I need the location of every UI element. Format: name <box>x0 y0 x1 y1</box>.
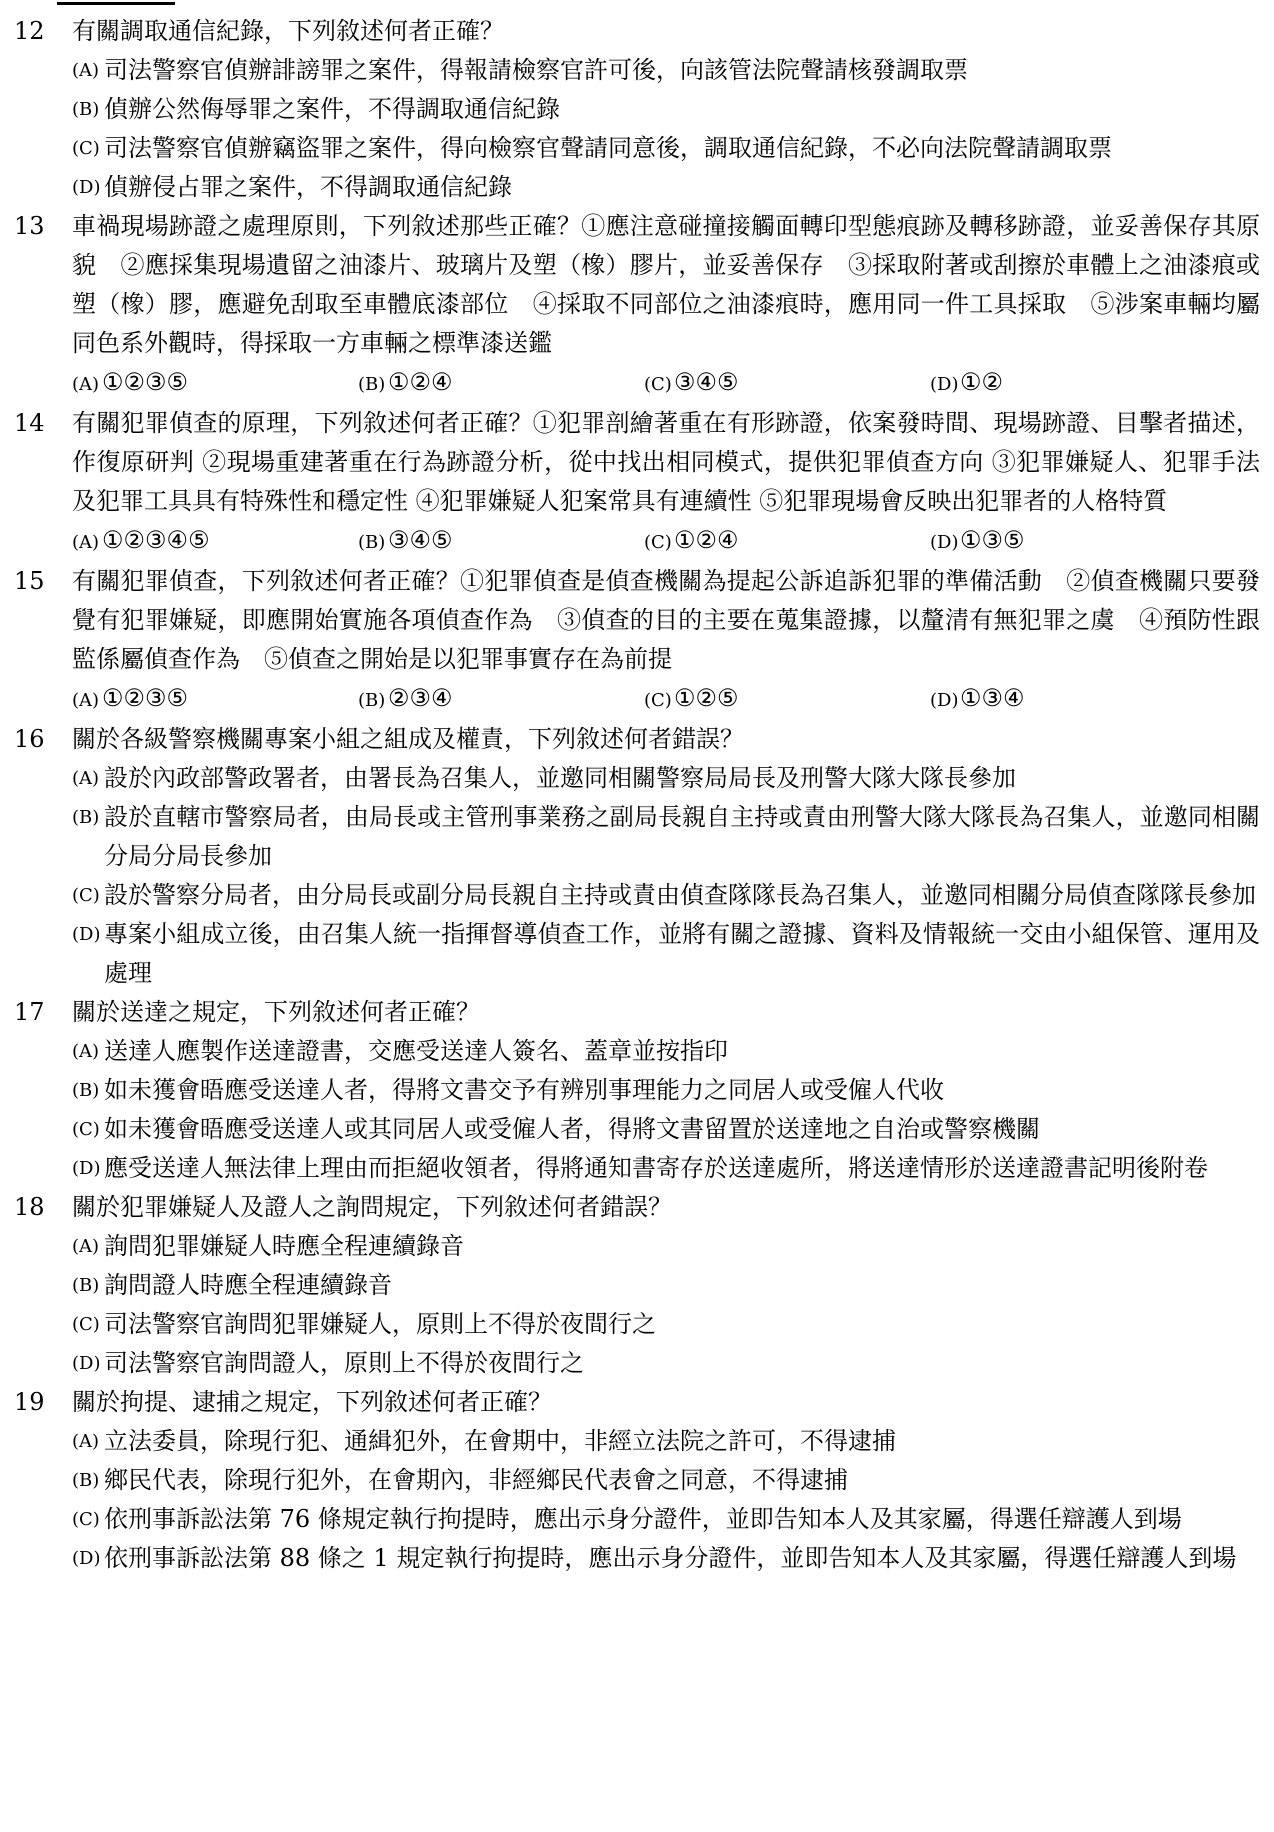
question-row <box>0 562 1274 679</box>
option-1 <box>358 679 644 720</box>
option-text: 偵辦侵占罪之案件，不得調取通信紀錄 <box>104 173 512 201</box>
option-0 <box>72 51 1260 90</box>
top-rule <box>57 2 175 5</box>
question-number: 17 <box>14 998 45 1026</box>
option-marker: (C) <box>72 1119 100 1140</box>
question-row <box>0 12 1274 51</box>
option-text: 司法警察官詢問犯罪嫌疑人，原則上不得於夜間行之 <box>104 1310 656 1338</box>
option-text: ③④⑤ <box>388 526 453 554</box>
option-marker: (C) <box>644 690 672 711</box>
option-marker: (B) <box>358 374 386 395</box>
option-marker: (B) <box>72 1080 100 1101</box>
option-marker: (C) <box>72 885 100 906</box>
option-2 <box>72 1110 1260 1149</box>
option-text: 司法警察官偵辦竊盜罪之案件，得向檢察官聲請同意後，調取通信紀錄，不必向法院聲請調取票 <box>104 134 1112 162</box>
option-text: 鄉民代表，除現行犯外，在會期內，非經鄉民代表會之同意，不得逮捕 <box>104 1466 848 1494</box>
question-16 <box>0 720 1274 993</box>
option-text: 專案小組成立後，由召集人統一指揮督導偵查工作，並將有關之證據、資料及情報統一交由小組保管、運用及處理 <box>104 920 1260 987</box>
question-row <box>0 720 1274 759</box>
option-text: 司法警察官偵辦誹謗罪之案件，得報請檢察官許可後，向該管法院聲請核發調取票 <box>104 56 968 84</box>
option-marker: (B) <box>72 1470 100 1491</box>
question-stem: 關於拘提、逮捕之規定，下列敘述何者正確？ <box>72 1388 552 1416</box>
question-number: 12 <box>14 17 45 45</box>
option-marker: (A) <box>72 532 100 553</box>
option-marker: (B) <box>72 99 100 120</box>
option-3 <box>72 1149 1260 1188</box>
question-19 <box>0 1383 1274 1578</box>
option-marker: (B) <box>72 1275 100 1296</box>
option-marker: (D) <box>930 690 959 711</box>
option-text: ②③④ <box>388 684 453 712</box>
question-number: 15 <box>14 567 45 595</box>
option-text: 設於警察分局者，由分局長或副分局長親自主持或責由偵查隊隊長為召集人，並邀同相關分局偵查隊隊長參加 <box>104 881 1256 909</box>
option-1 <box>72 1071 1260 1110</box>
option-text: 依刑事訴訟法第 88 條之 1 規定執行拘提時，應出示身分證件，並即告知本人及其家屬，得選任辯護人到場 <box>104 1544 1237 1572</box>
option-1 <box>72 90 1260 129</box>
option-marker: (D) <box>72 924 101 945</box>
option-text: ①③⑤ <box>960 526 1025 554</box>
option-marker: (D) <box>930 374 959 395</box>
option-3 <box>72 168 1260 207</box>
option-text: ①②③⑤ <box>102 368 189 396</box>
option-text: ①②③⑤ <box>102 684 189 712</box>
option-marker: (A) <box>72 768 100 789</box>
question-18 <box>0 1188 1274 1383</box>
option-2 <box>644 521 930 562</box>
option-2 <box>72 1500 1260 1539</box>
option-0 <box>72 1422 1260 1461</box>
question-stem: 關於送達之規定，下列敘述何者正確？ <box>72 998 480 1026</box>
question-number: 18 <box>14 1193 45 1221</box>
option-0 <box>72 1227 1260 1266</box>
option-text: 司法警察官詢問證人，原則上不得於夜間行之 <box>104 1349 584 1377</box>
option-text: ①②③④⑤ <box>102 526 210 554</box>
option-marker: (C) <box>72 1509 100 1530</box>
option-text: 如未獲會晤應受送達人者，得將文書交予有辨別事理能力之同居人或受僱人代收 <box>104 1076 944 1104</box>
option-marker: (A) <box>72 1041 100 1062</box>
option-text: 設於直轄市警察局者，由局長或主管刑事業務之副局長親自主持或責由刑警大隊大隊長為召集人，並邀同相關分局分局長參加 <box>104 803 1260 870</box>
question-13 <box>0 207 1274 404</box>
option-3 <box>72 1539 1260 1578</box>
question-stem: 關於犯罪嫌疑人及證人之詢問規定，下列敘述何者錯誤？ <box>72 1193 672 1221</box>
question-stem: 有關調取通信紀錄，下列敘述何者正確？ <box>72 17 504 45</box>
option-text: 如未獲會晤應受送達人或其同居人或受僱人者，得將文書留置於送達地之自治或警察機關 <box>104 1115 1040 1143</box>
option-2 <box>72 876 1260 915</box>
option-2 <box>72 129 1260 168</box>
option-marker: (A) <box>72 1236 100 1257</box>
option-marker: (C) <box>72 138 100 159</box>
option-text: ①②④ <box>674 526 739 554</box>
option-text: 應受送達人無法律上理由而拒絕收領者，得將通知書寄存於送達處所，將送達情形於送達證書記明後附卷 <box>104 1154 1208 1182</box>
option-2 <box>72 1305 1260 1344</box>
option-3 <box>72 1344 1260 1383</box>
option-2 <box>644 363 930 404</box>
option-row <box>72 521 1260 562</box>
option-marker: (A) <box>72 690 100 711</box>
option-0 <box>72 679 358 720</box>
option-marker: (B) <box>358 690 386 711</box>
option-marker: (D) <box>930 532 959 553</box>
question-row <box>0 993 1274 1032</box>
option-1 <box>358 363 644 404</box>
question-row <box>0 1188 1274 1227</box>
option-1 <box>72 1266 1260 1305</box>
option-marker: (D) <box>72 1353 101 1374</box>
option-marker: (D) <box>72 177 101 198</box>
question-number: 14 <box>14 409 45 437</box>
option-3 <box>930 521 1216 562</box>
option-3 <box>930 679 1216 720</box>
question-number: 13 <box>14 212 45 240</box>
option-text: 設於內政部警政署者，由署長為召集人，並邀同相關警察局局長及刑警大隊大隊長參加 <box>104 764 1016 792</box>
option-text: ①②④ <box>388 368 453 396</box>
option-text: 詢問證人時應全程連續錄音 <box>104 1271 392 1299</box>
option-text: 詢問犯罪嫌疑人時應全程連續錄音 <box>104 1232 464 1260</box>
question-row <box>0 404 1274 521</box>
question-stem: 有關犯罪偵查，下列敘述何者正確？①犯罪偵查是偵查機關為提起公訴追訴犯罪的準備活動 ②偵查機關只要發覺有犯罪嫌疑，即應開始實施各項偵查作為 ③偵查的目的主要在蒐集證據，以釐清有無犯罪之虞 ④預防性跟監係屬偵查作為 ⑤偵查之開始是以犯罪事實存在為前提 <box>72 567 1260 673</box>
option-text: ①② <box>960 368 1004 396</box>
option-3 <box>930 363 1216 404</box>
question-number: 19 <box>14 1388 45 1416</box>
option-marker: (A) <box>72 1431 100 1452</box>
option-marker: (B) <box>358 532 386 553</box>
option-2 <box>644 679 930 720</box>
option-1 <box>72 798 1260 876</box>
question-12 <box>0 12 1274 207</box>
option-text: ③④⑤ <box>674 368 739 396</box>
option-marker: (B) <box>72 807 100 828</box>
option-marker: (A) <box>72 374 100 395</box>
option-row <box>72 679 1260 720</box>
option-3 <box>72 915 1260 993</box>
question-15 <box>0 562 1274 720</box>
question-stem: 有關犯罪偵查的原理，下列敘述何者正確？①犯罪剖繪著重在有形跡證，依案發時間、現場跡證、目擊者描述，作復原研判 ②現場重建著重在行為跡證分析，從中找出相同模式，提供犯罪偵查方向 ③犯罪嫌疑人、犯罪手法及犯罪工具具有特殊性和穩定性 ④犯罪嫌疑人犯案常具有連續性 ⑤犯罪現場會反映出犯罪者的人格特質 <box>72 409 1260 515</box>
option-marker: (A) <box>72 60 100 81</box>
question-14 <box>0 404 1274 562</box>
option-text: 依刑事訴訟法第 76 條規定執行拘提時，應出示身分證件，並即告知本人及其家屬，得選任辯護人到場 <box>104 1505 1182 1533</box>
option-1 <box>72 1461 1260 1500</box>
option-0 <box>72 1032 1260 1071</box>
exam-page <box>0 12 1274 1578</box>
option-text: 偵辦公然侮辱罪之案件，不得調取通信紀錄 <box>104 95 560 123</box>
question-row <box>0 207 1274 363</box>
option-marker: (C) <box>72 1314 100 1335</box>
option-0 <box>72 759 1260 798</box>
option-marker: (C) <box>644 374 672 395</box>
question-stem: 車禍現場跡證之處理原則，下列敘述那些正確？①應注意碰撞接觸面轉印型態痕跡及轉移跡證，並妥善保存其原貌 ②應採集現場遺留之油漆片、玻璃片及塑（橡）膠片，並妥善保存 ③採取附著或刮擦於車體上之油漆痕或塑（橡）膠，應避免刮取至車體底漆部位 ④採取不同部位之油漆痕時，應用同一件工具採取 ⑤涉案車輛均屬同色系外觀時，得採取一方車輛之標準漆送鑑 <box>72 212 1260 357</box>
option-text: ①③④ <box>960 684 1025 712</box>
option-0 <box>72 363 358 404</box>
question-row <box>0 1383 1274 1422</box>
option-1 <box>358 521 644 562</box>
option-0 <box>72 521 358 562</box>
question-number: 16 <box>14 725 45 753</box>
option-row <box>72 363 1260 404</box>
option-text: ①②⑤ <box>674 684 739 712</box>
question-17 <box>0 993 1274 1188</box>
option-text: 立法委員，除現行犯、通緝犯外，在會期中，非經立法院之許可，不得逮捕 <box>104 1427 896 1455</box>
option-marker: (D) <box>72 1548 101 1569</box>
option-marker: (C) <box>644 532 672 553</box>
option-text: 送達人應製作送達證書，交應受送達人簽名、蓋章並按指印 <box>104 1037 728 1065</box>
question-stem: 關於各級警察機關專案小組之組成及權責，下列敘述何者錯誤？ <box>72 725 744 753</box>
option-marker: (D) <box>72 1158 101 1179</box>
